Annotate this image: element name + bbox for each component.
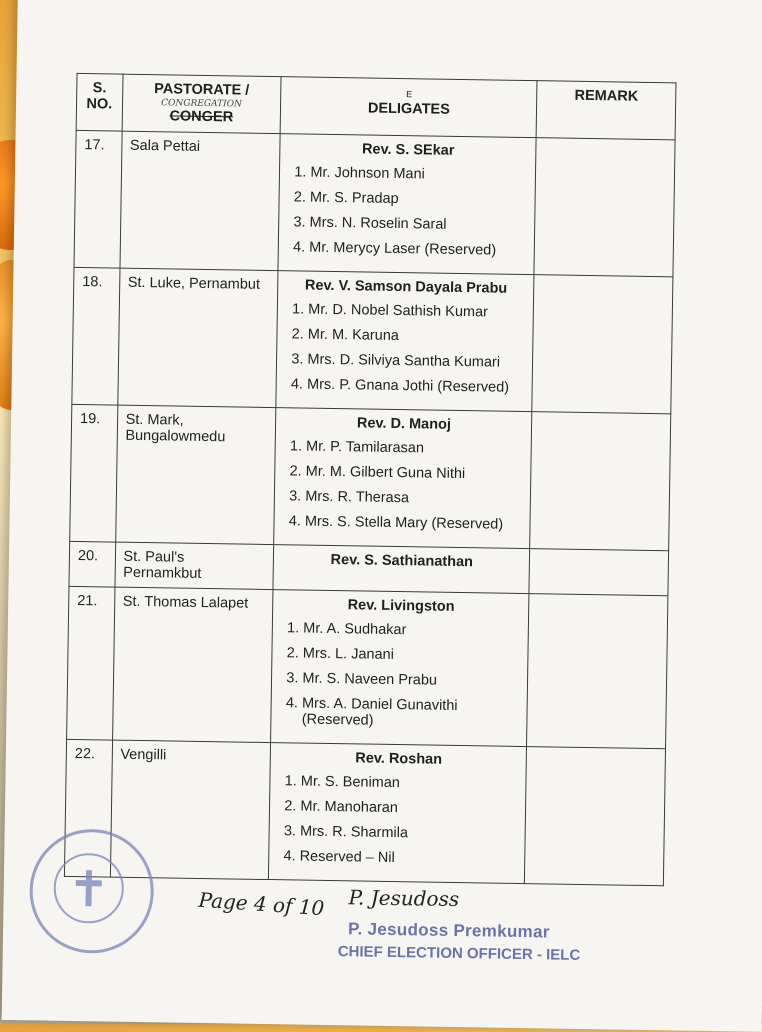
row-reverend: Rev. S. SEkar — [361, 141, 455, 159]
list-item: 2. Mr. M. Karuna — [308, 326, 525, 345]
list-item: 4. Mrs. P. Gnana Jothi (Reserved) — [307, 376, 524, 395]
list-item: 3. Mr. S. Naveen Prabu — [302, 670, 519, 689]
row-remark — [532, 274, 673, 413]
table-row — [67, 586, 668, 748]
list-item: 4. Mrs. A. Daniel Gunavithi (Reserved) — [302, 695, 519, 730]
member-list — [278, 773, 518, 868]
row-delegates — [274, 407, 532, 548]
row-delegates — [269, 742, 527, 883]
list-item: 1. Mr. P. Tamilarasan — [306, 438, 523, 457]
header-sno: S. NO. — [76, 73, 122, 130]
row-reverend: Rev. S. Sathianathan — [330, 551, 474, 570]
row-pastorate: Vengilli — [110, 740, 271, 879]
table-row — [74, 130, 675, 276]
row-sno: 18. — [72, 267, 120, 405]
electoral-college-stamp — [29, 828, 155, 954]
row-sno: 20. — [69, 541, 115, 587]
list-item: 3. Mrs. N. Roselin Saral — [309, 214, 526, 233]
row-reverend: Rev. Roshan — [355, 750, 443, 768]
row-pastorate: St. Luke, Pernambut — [117, 268, 278, 407]
header-pastorate-struck: CONGER — [169, 108, 234, 126]
row-remark — [534, 137, 675, 276]
row-sno: 22. — [64, 739, 112, 877]
table-row — [70, 404, 671, 550]
list-item: 1. Mr. A. Sudhakar — [303, 620, 520, 639]
list-item: 3. Mrs. R. Sharmila — [300, 823, 517, 842]
header-pastorate-handwritten: CONGREGATION — [161, 97, 242, 110]
list-item: 3. Mrs. R. Therasa — [305, 488, 522, 507]
officer-name: P. Jesudoss Premkumar — [347, 919, 550, 942]
row-reverend: Rev. V. Samson Dayala Prabu — [304, 277, 508, 297]
row-delegates — [271, 589, 529, 746]
row-remark — [527, 593, 668, 748]
member-list — [283, 438, 523, 533]
member-list — [280, 620, 521, 731]
header-delegates — [280, 77, 537, 138]
header-pastorate — [122, 74, 282, 133]
row-delegates — [276, 270, 534, 411]
stamp-cross-icon — [32, 831, 146, 945]
list-item: 2. Mr. M. Gilbert Guna Nithi — [306, 463, 523, 482]
header-delegates-correction: E — [406, 89, 413, 100]
row-pastorate: Sala Pettai — [120, 131, 281, 270]
row-remark — [525, 746, 666, 885]
header-delegates-label: DELIGATES — [367, 100, 450, 118]
list-item: 3. Mrs. D. Silviya Santha Kumari — [307, 351, 524, 370]
list-item: 4. Reserved – Nil — [300, 848, 517, 867]
header-pastorate-label: PASTORATE / — [154, 81, 250, 99]
row-sno: 17. — [74, 130, 122, 268]
document-page — [2, 0, 762, 1032]
member-list — [287, 164, 527, 259]
header-remark: REMARK — [536, 81, 676, 140]
delegates-table — [64, 73, 677, 886]
handwritten-signature: P. Jesudoss — [348, 885, 460, 912]
list-item: 1. Mr. S. Beniman — [301, 773, 518, 792]
row-pastorate: St. Thomas Lalapet — [112, 587, 273, 742]
row-reverend: Rev. D. Manoj — [356, 415, 452, 433]
table-row — [64, 739, 665, 885]
list-item: 1. Mr. D. Nobel Sathish Kumar — [308, 301, 525, 320]
table-header-row — [76, 73, 676, 139]
member-list — [285, 301, 525, 396]
row-pastorate: St. Paul's Pernamkbut — [115, 542, 275, 589]
row-remark — [530, 411, 671, 550]
list-item: 1. Mr. Johnson Mani — [310, 164, 527, 183]
handwritten-page-note: Page 4 of 10 — [197, 887, 326, 921]
row-sno: 21. — [67, 586, 115, 740]
list-item: 2. Mrs. L. Janani — [303, 645, 520, 664]
row-sno: 19. — [70, 404, 118, 542]
row-reverend: Rev. Livingston — [347, 596, 455, 615]
list-item: 4. Mrs. S. Stella Mary (Reserved) — [305, 513, 522, 532]
list-item: 4. Mr. Merycy Laser (Reserved) — [309, 239, 526, 258]
row-delegates — [273, 544, 530, 593]
row-delegates — [278, 133, 536, 274]
table-row — [72, 267, 673, 413]
signature-area — [197, 883, 619, 1000]
officer-title: CHIEF ELECTION OFFICER - IELC — [337, 943, 581, 964]
row-pastorate: St. Mark, Bungalowmedu — [115, 405, 276, 544]
row-remark — [529, 548, 668, 595]
list-item: 2. Mr. S. Pradap — [310, 189, 527, 208]
list-item: 2. Mr. Manoharan — [300, 798, 517, 817]
